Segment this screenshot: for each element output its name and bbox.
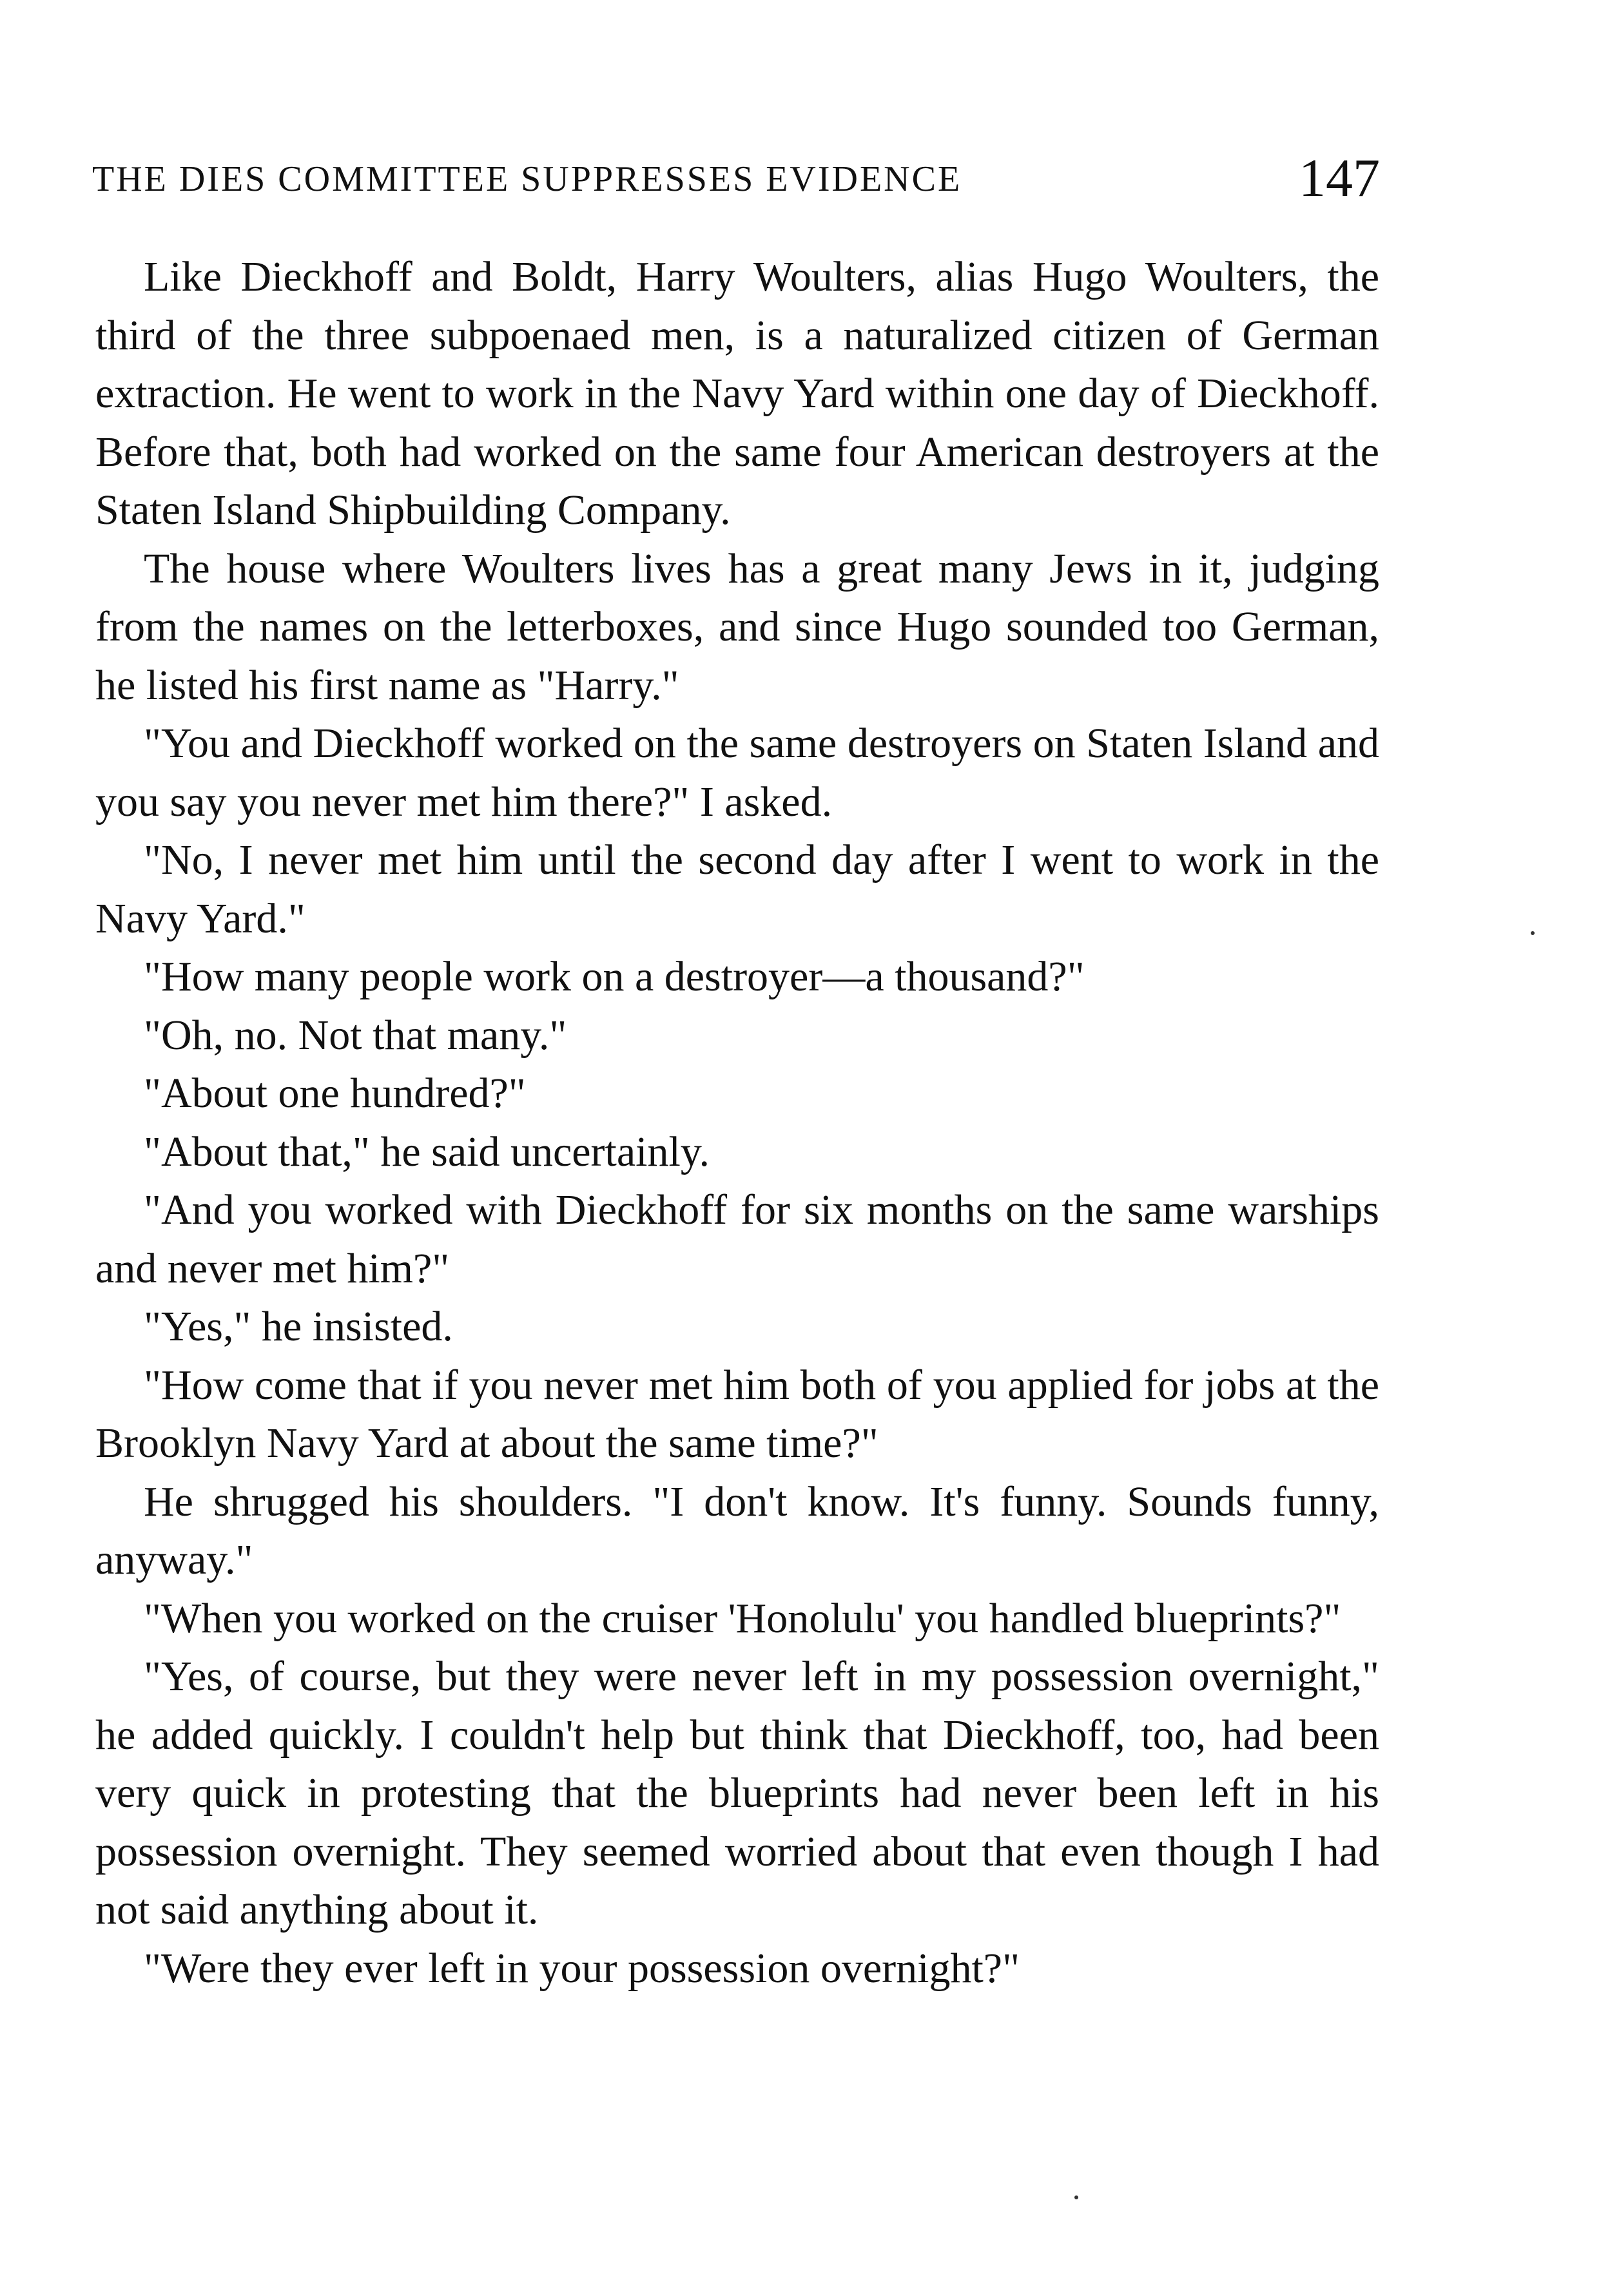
paragraph-7: "About one hundred?": [144, 1070, 526, 1117]
paragraph-9: "And you worked with Dieckhoff for six months on the same warships and never met him?": [95, 1186, 1379, 1292]
paragraph-8: "About that," he said uncertainly.: [144, 1128, 710, 1175]
stray-ink-mark: [1531, 931, 1535, 935]
paragraph-5: "How many people work on a destroyer—a thousand?": [144, 953, 1085, 1000]
paragraph-11: "How come that if you never met him both of you applied for jobs at the Brooklyn Navy Yard at about the same time?": [95, 1361, 1379, 1467]
page-number: 147: [1299, 148, 1380, 208]
paragraph-3: "You and Dieckhoff worked on the same destroyers on Staten Island and you say you never met him there?" I asked.: [95, 720, 1379, 825]
stray-ink-mark: [1074, 2195, 1078, 2199]
paragraph-13: "When you worked on the cruiser 'Honolulu' you handled blueprints?": [144, 1594, 1341, 1642]
paragraph-12: He shrugged his shoulders. "I don't know. It's funny. Sounds funny, anyway.": [95, 1478, 1379, 1583]
paragraph-14: "Yes, of course, but they were never left in my possession overnight," he added quickly. I couldn't help but think that Dieckhoff, too, had been very quick in protesting that the blueprints had never been left in his possession overnight. They seemed worried about that even though I had not said anything about it.: [95, 1653, 1379, 1933]
paragraph-4: "No, I never met him until the second day after I went to work in the Navy Yard.": [95, 836, 1379, 942]
paragraph-1: Like Dieckhoff and Boldt, Harry Woulters, alias Hugo Woulters, the third of the three subpoenaed men, is a naturalized citizen of German extraction. He went to work in the Navy Yard within one day of Dieckhoff. Before that, both had worked on the same four American destroyers at the Staten Island Shipbuilding Company.: [95, 253, 1379, 534]
body-text: [95, 248, 1379, 1998]
paragraph-6: "Oh, no. Not that many.": [144, 1011, 567, 1059]
paragraph-2: The house where Woulters lives has a great many Jews in it, judging from the names on the letterboxes, and since Hugo sounded too German, he listed his first name as "Harry.": [95, 545, 1379, 709]
running-title: THE DIES COMMITTEE SUPPRESSES EVIDENCE: [92, 159, 962, 199]
paragraph-15: "Were they ever left in your possession overnight?": [144, 1944, 1020, 1992]
running-head: [92, 147, 1380, 211]
paragraph-10: "Yes," he insisted.: [144, 1303, 453, 1350]
